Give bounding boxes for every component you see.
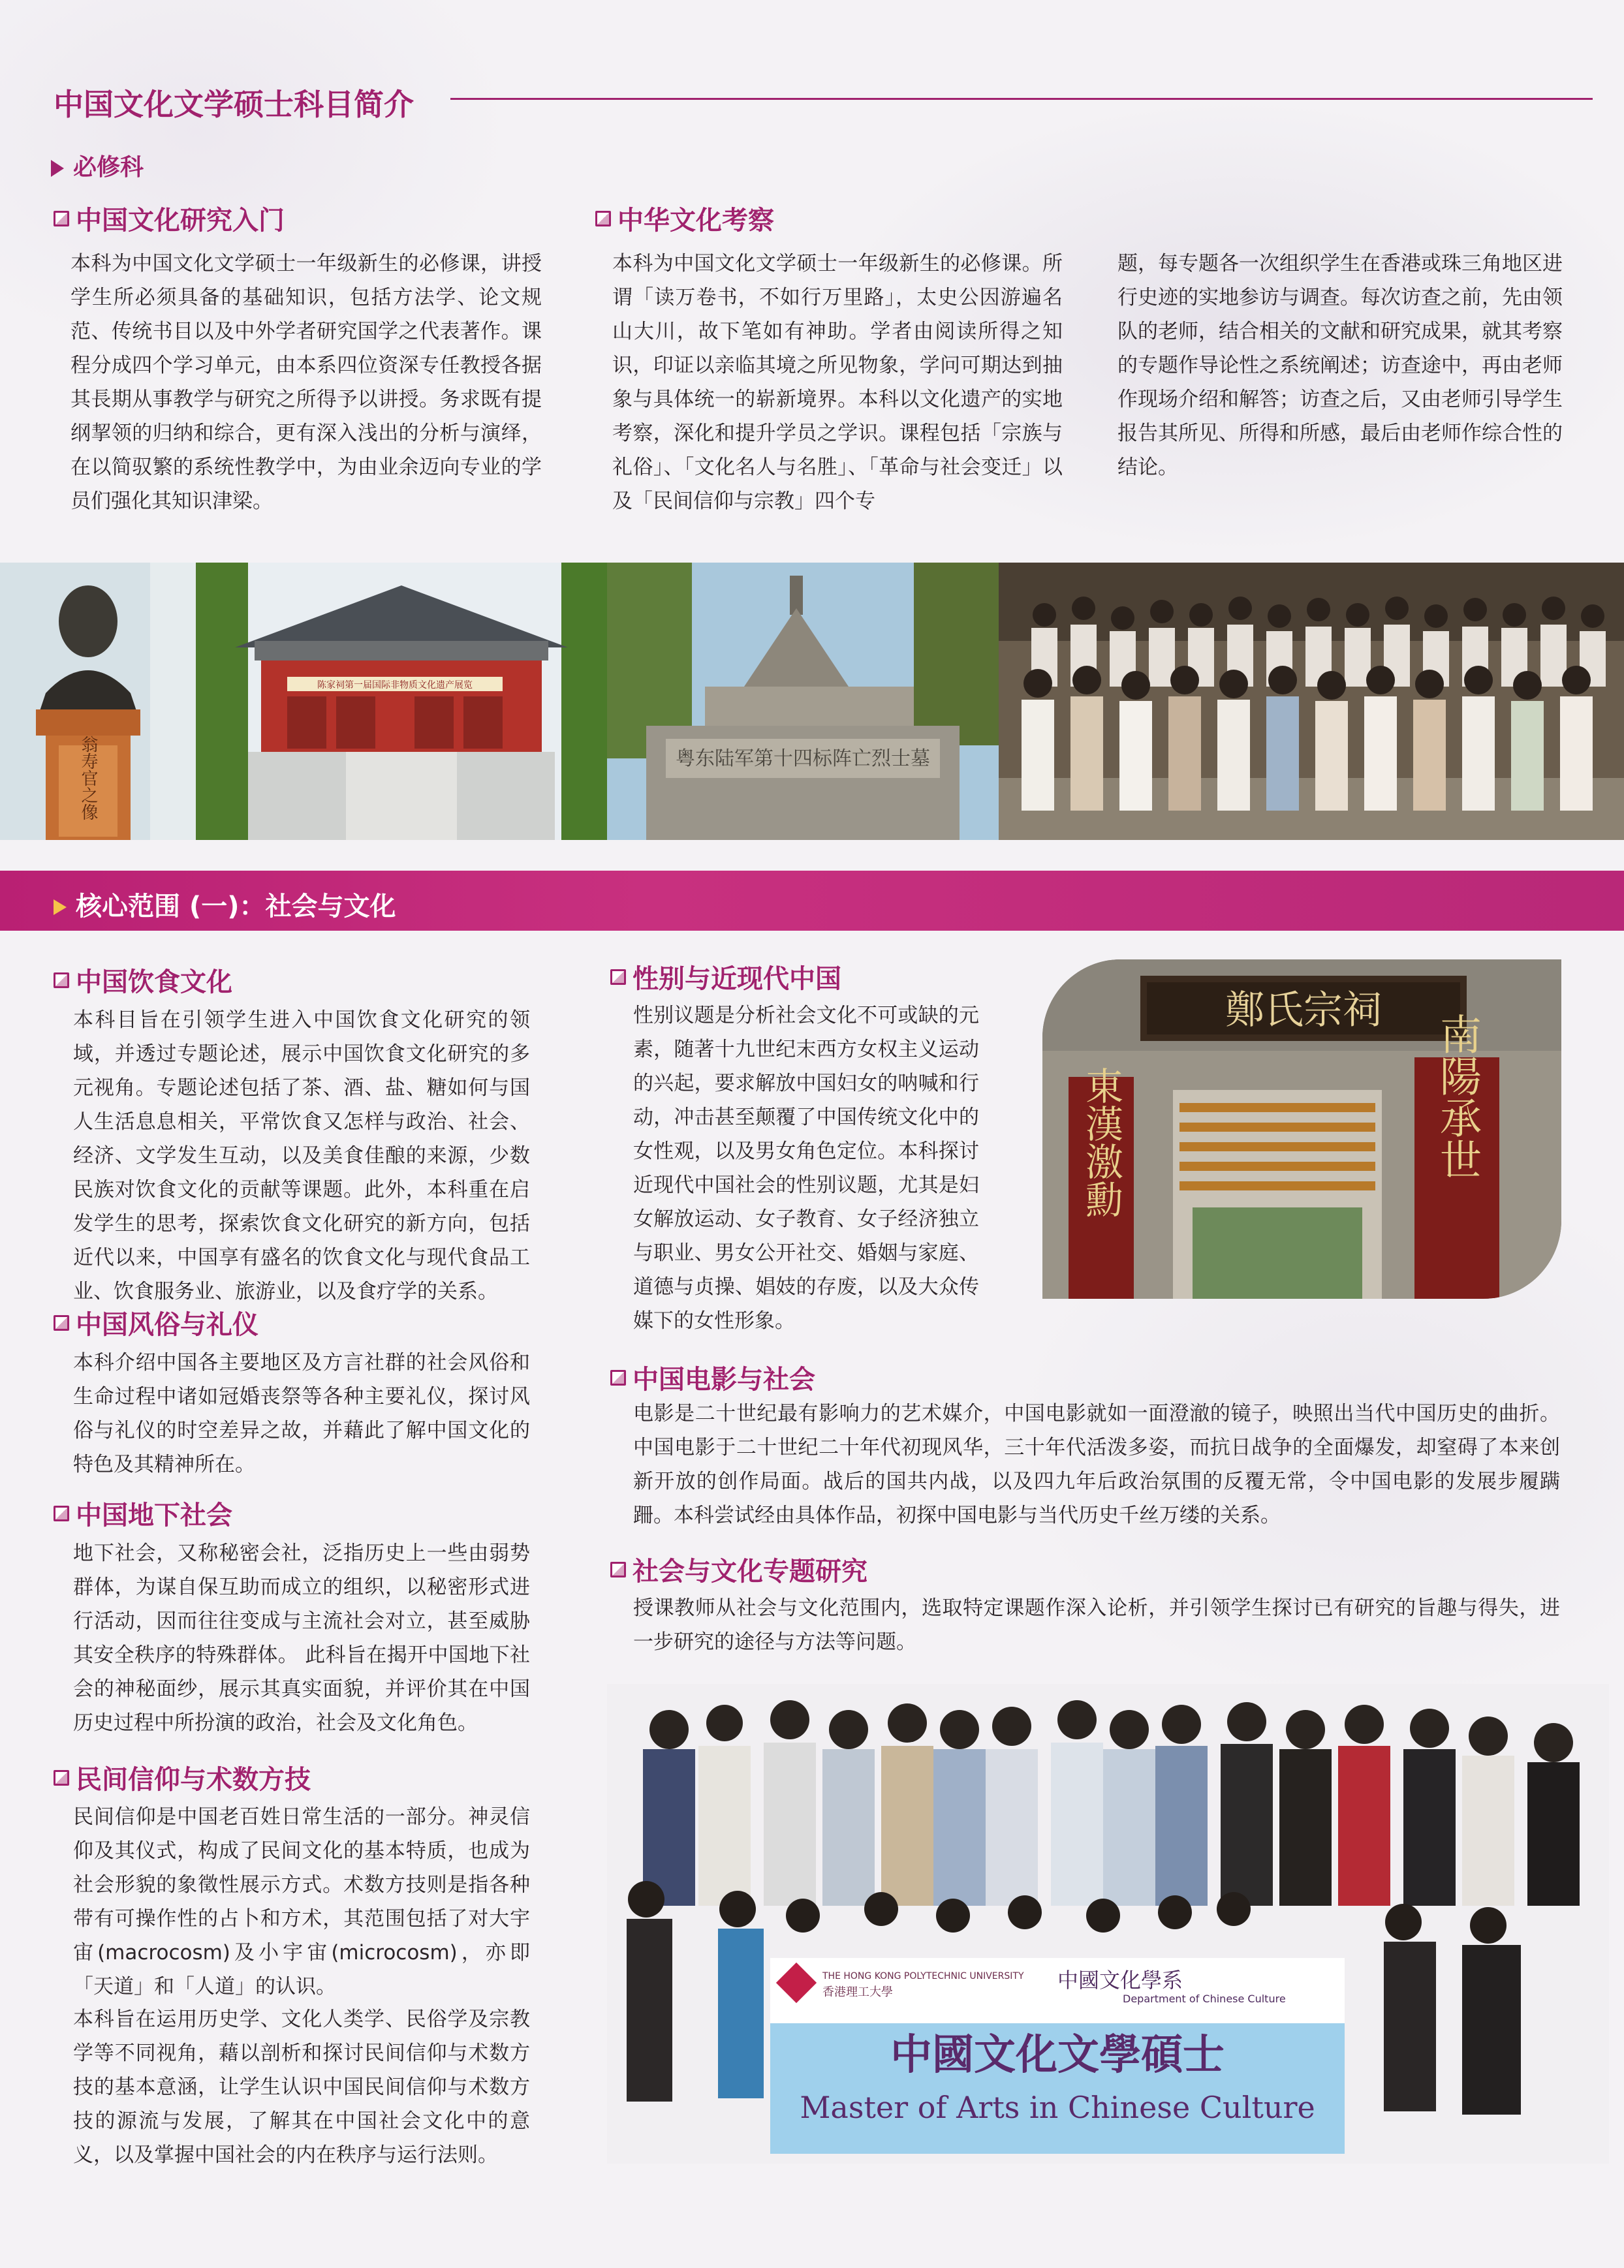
course-description: 本科为中国文化文学硕士一年级新生的必修课。所谓「读万卷书，不如行万里路」，太史公因游遍名山大川，故下笔如有神助。学者由阅读所得之知识，印证以亲临其境之所见物象，学问可期达到抽象与具体统一的崭新境界。本科以文化遗产的实地考察，深化和提升学员之学识。课程包括「宗族与礼俗」、「文化名人与名胜」、「革命与社会变迁」以及「民间信仰与宗教」四个专: [612, 252, 1063, 513]
group-photo-2: [607, 1684, 1609, 2164]
core-section-heading: 核心范围 (一)：社会与文化: [54, 886, 396, 923]
bullet-square-icon: [54, 1315, 69, 1331]
temple-photo: [196, 563, 607, 840]
course-title: 中国文化研究入门: [54, 200, 285, 237]
course-description: 本科目旨在引领学生进入中国饮食文化研究的领域，并透过专题论述，展示中国饮食文化研究的多元视角。专题论述包括了茶、酒、盐、糖如何与国人生活息息相关，平常饮食又怎样与政治、社会、经济、文学发生互动，以及美食佳酿的来源，少数民族对饮食文化的贡献等课题。此外，本科重在启发学生的思考，探索饮食文化研究的新方向，包括近代以来，中国享有盛名的饮食文化与现代食品工业、饮食服务业、旅游业，以及食疗学的关系。: [73, 1008, 530, 1303]
required-label: 必修科: [73, 154, 144, 181]
temple-banner-text: 陈家祠第一届国际非物质文化遗产展览: [317, 680, 473, 691]
course-title: 中国电影与社会: [610, 1359, 815, 1396]
group-photo-1: [999, 563, 1624, 840]
banner-main-en: Master of Arts in Chinese Culture: [800, 2090, 1315, 2125]
couplet-left: 東漢激勳: [1079, 1066, 1123, 1218]
course-description: 电影是二十世纪最有影响力的艺术媒介，中国电影就如一面澄澈的镜子，映照出当代中国历史的曲折。中国电影于二十世纪二十年代初现风华，三十年代活泼多姿，而抗日战争的全面爆发，却窒碍了本来创新开放的创作局面。战后的国共内战，以及四九年后政治氛围的反覆无常，令中国电影的发展步履蹒跚。本科尝试经由具体作品，初探中国电影与当代历史千丝万缕的关系。: [633, 1402, 1560, 1527]
course-description: 授课教师从社会与文化范围内，选取特定课题作深入论析，并引领学生探讨已有研究的旨趣与得失，进一步研究的途径与方法等问题。: [633, 1596, 1560, 1654]
course-description: 地下社会，又称秘密会社，泛指历史上一些由弱势群体，为谋自保互助而成立的组织，以秘密形式进行活动，因而往往变成与主流社会对立，甚至威胁其安全秩序的特殊群体。 此科旨在揭开中国地下社会的神秘面纱，展示其真实面貌，并评价其在中国历史过程中所扮演的政治，社会及文化角色。: [73, 1542, 530, 1735]
course-description: 民间信仰是中国老百姓日常生活的一部分。神灵信仰及其仪式，构成了民间文化的基本特质，也成为社会形貌的象徵性展示方式。术数方技则是指各种带有可操作性的占卜和方术，其范围包括了对大宇宙(macrocosm)及小宇宙(microcosm)，亦即「天道」和「人道」的认识。: [73, 1805, 530, 1998]
course-title: 中国饮食文化: [54, 961, 232, 999]
banner-main-zh: 中國文化文學碩士: [890, 2030, 1225, 2079]
couplet-right: 南陽承世: [1433, 1013, 1481, 1180]
monument-text: 粤东陆军第十四标阵亡烈士墓: [676, 747, 930, 770]
course-title: 社会与文化专题研究: [610, 1551, 867, 1588]
banner-dept-en: Department of Chinese Culture: [1123, 1993, 1286, 2005]
bullet-square-icon: [610, 1562, 626, 1577]
course-title: 中华文化考察: [595, 200, 774, 237]
title-rule: [450, 98, 1593, 100]
course-title: 中国风俗与礼仪: [54, 1304, 258, 1341]
course-title: 性别与近现代中国: [610, 958, 841, 995]
bullet-square-icon: [54, 1770, 69, 1786]
course-description-continued: 题，每专题各一次组织学生在香港或珠三角地区进行史迹的实地参访与调查。每次访查之前，先由领队的老师，结合相关的文献和研究成果，就其考察的专题作导论性之系统阐述；访查途中，再由老师作现场介绍和解答；访查之后，又由老师引导学生报告其所见、所得和所感，最后由老师作综合性的结论。: [1117, 252, 1563, 479]
required-heading: [51, 149, 144, 182]
banner-univ-zh: 香港理工大學: [822, 1985, 893, 1999]
banner-univ-en: THE HONG KONG POLYTECHNIC UNIVERSITY: [822, 1971, 1024, 1981]
bullet-square-icon: [595, 211, 611, 226]
bullet-square-icon: [54, 972, 69, 988]
triangle-bullet-icon: [54, 899, 67, 915]
course-description: 性别议题是分析社会文化不可或缺的元素，随著十九世纪末西方女权主义运动的兴起，要求解放中国妇女的呐喊和行动，冲击甚至颠覆了中国传统文化中的女性观，以及男女角色定位。本科探讨近现代中国社会的性别议题，尤其是妇女解放运动、女子教育、女子经济独立与职业、男女公开社交、婚姻与家庭、道德与贞操、娼妓的存废，以及大众传媒下的女性形象。: [633, 1004, 979, 1333]
banner-dept-zh: 中國文化學系: [1057, 1968, 1183, 1993]
course-description-continued: 本科旨在运用历史学、文化人类学、民俗学及宗教学等不同视角，藉以剖析和探讨民间信仰与术数方技的基本意涵，让学生认识中国民间信仰与术数方技的源流与发展，了解其在中国社会文化中的意义，以及掌握中国社会的内在秩序与运行法则。: [73, 2008, 530, 2167]
plaque-text: 翁寿官之像: [78, 736, 98, 820]
triangle-bullet-icon: [51, 160, 64, 177]
bullet-square-icon: [54, 211, 69, 226]
ancestral-hall-photo: [1042, 959, 1561, 1299]
bullet-square-icon: [610, 969, 626, 985]
plaque-text: 鄭氏宗祠: [1225, 987, 1382, 1033]
course-description: 本科介绍中国各主要地区及方言社群的社会风俗和生命过程中诸如冠婚丧祭等各种主要礼仪，探讨风俗与礼仪的时空差异之故，并藉此了解中国文化的特色及其精神所在。: [73, 1351, 530, 1476]
course-title: 民间信仰与术数方技: [54, 1759, 311, 1796]
page-title: 中国文化文学硕士科目简介: [54, 87, 414, 122]
course-description: 本科为中国文化文学硕士一年级新生的必修课，讲授学生所必须具备的基础知识，包括方法学、论文规范、传统书目以及中外学者研究国学之代表著作。课程分成四个学习单元，由本系四位资深专任教授各据其長期从事教学与研究之所得予以讲授。务求既有提纲挈领的归纳和综合，更有深入浅出的分析与演绎，在以简驭繁的系统性教学中，为由业余迈向专业的学员们强化其知识津梁。: [70, 252, 542, 513]
photo-strip: [0, 563, 1624, 840]
bullet-square-icon: [610, 1370, 626, 1386]
monument-photo: [607, 563, 999, 840]
bust-photo: [0, 563, 196, 840]
bullet-square-icon: [54, 1506, 69, 1521]
course-title: 中国地下社会: [54, 1495, 232, 1532]
